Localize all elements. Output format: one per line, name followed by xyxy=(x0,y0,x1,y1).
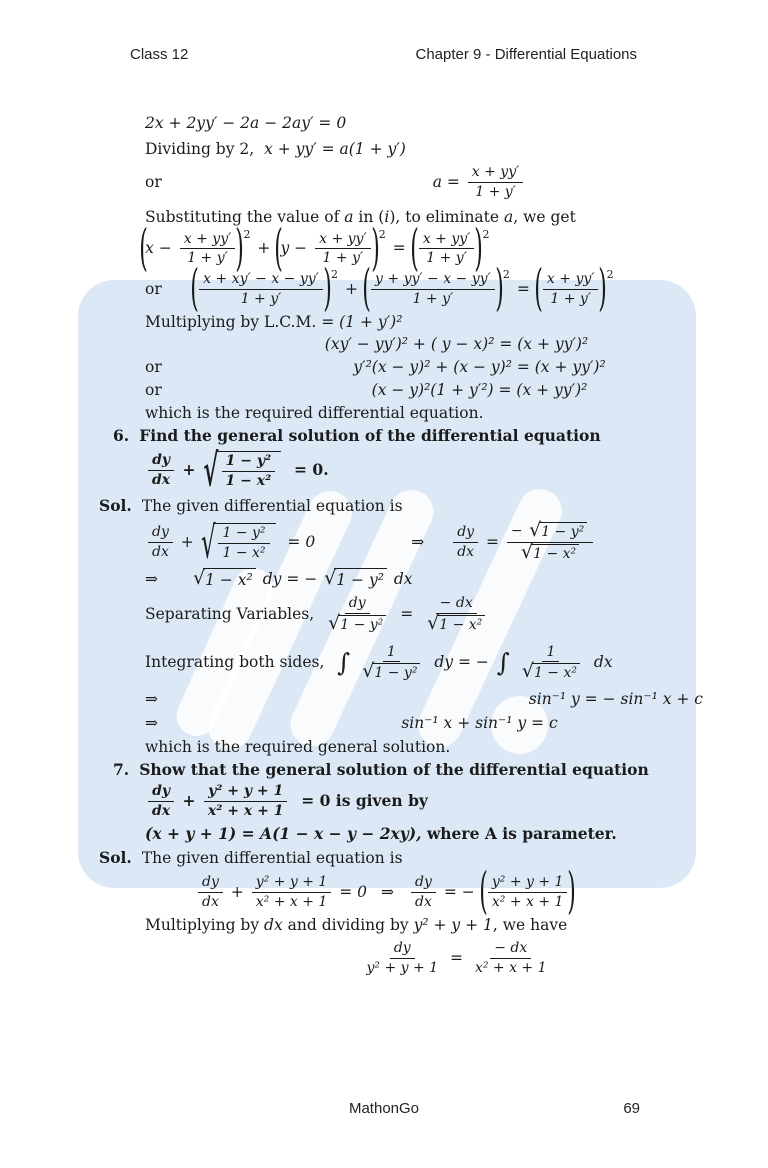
text-run: 1 − y² xyxy=(340,616,384,633)
text-run: y + yy′ − x − yy′ xyxy=(375,271,491,288)
text-run: 1 − y² xyxy=(336,570,384,589)
text-run: − dx xyxy=(439,594,473,611)
fraction xyxy=(199,271,323,308)
text-run: 1 + y′ xyxy=(550,290,591,307)
text-run: dx xyxy=(202,893,219,910)
item-number: Sol. xyxy=(99,848,132,868)
fraction xyxy=(471,940,551,977)
text-run: y² + y + 1 xyxy=(366,960,439,977)
content-line xyxy=(0,207,768,229)
text-run: x + yy′ xyxy=(546,271,595,288)
content-line xyxy=(0,138,768,160)
text-run: 1 − x² xyxy=(439,616,483,633)
text-run: a xyxy=(504,208,514,227)
footer-page-number: 69 xyxy=(623,1100,640,1117)
text-run: y² + y + 1 xyxy=(413,916,493,935)
text-run: + xyxy=(177,460,201,480)
connector-label: ⇒ xyxy=(145,689,158,708)
text-run: The given differential equation is xyxy=(141,497,403,516)
connector-label: or xyxy=(145,280,162,299)
paren-group: ( $\frac{y + yy' - x - yy'}{1 + y'}$ ) $^2$ xyxy=(362,260,510,318)
exponent: 2 xyxy=(378,227,386,241)
text-run: a xyxy=(344,208,354,227)
sqrt xyxy=(427,611,485,634)
fraction xyxy=(148,783,174,820)
text-run: 1 − x² xyxy=(225,473,272,490)
content-line xyxy=(0,688,768,710)
text-run: 1 − y² xyxy=(222,525,266,542)
content-line xyxy=(0,863,768,921)
text-run: where A is parameter. xyxy=(426,824,617,844)
paren-group: ( $\frac{x + yy'}{1 + y'}$ ) $^2$ xyxy=(409,219,490,277)
text-run: (xy′ − yy′)² + ( y − x)² = (x + yy′)² xyxy=(324,335,589,354)
text-run: dx xyxy=(152,803,171,820)
text-run: dy xyxy=(152,452,171,469)
text-run: i xyxy=(384,208,390,227)
text-run: x + yy′ xyxy=(319,230,367,247)
text-run: + xyxy=(177,791,201,811)
text-run: dy = − xyxy=(257,569,323,588)
exponent: 2 xyxy=(482,227,490,241)
text-run: and dividing by xyxy=(282,916,414,935)
text-run: 1 + y′ xyxy=(426,250,467,267)
text-run: which is the required differential equation. xyxy=(145,404,484,423)
text-run: = xyxy=(387,239,411,258)
text-run: Multiplying by L.C.M. = xyxy=(145,313,340,332)
radical-glyph: √ xyxy=(529,519,542,542)
content-line xyxy=(0,334,768,356)
fraction xyxy=(507,519,593,564)
sqrt xyxy=(203,444,281,496)
text-run: dy = − xyxy=(429,653,494,672)
connector-label: or xyxy=(145,172,162,191)
radical-glyph: √ xyxy=(328,611,341,634)
content-line xyxy=(0,219,768,277)
text-run: ⇒ xyxy=(381,882,395,901)
sqrt xyxy=(521,541,579,564)
text-run: dy xyxy=(152,783,171,800)
text-run: sin⁻¹ x + sin⁻¹ y = c xyxy=(401,713,558,732)
text-run: dx xyxy=(152,544,169,561)
text-run: , we get xyxy=(513,208,576,227)
radical-glyph: √ xyxy=(193,566,206,589)
fraction xyxy=(453,524,478,561)
text-run: Separating Variables, xyxy=(145,604,320,623)
text-run: (x − y)²(1 + y′²) = (x + yy′)² xyxy=(371,381,588,400)
text-run: y² + y + 1 xyxy=(491,873,564,890)
radical-glyph: √ xyxy=(324,566,337,589)
sqrt xyxy=(328,611,386,634)
text-run: = 0. xyxy=(283,460,329,480)
fraction xyxy=(252,874,332,911)
text-run: dx xyxy=(264,916,283,935)
text-run: 1 xyxy=(546,643,556,660)
text-run: dy xyxy=(348,594,366,611)
text-run: x² + x + 1 xyxy=(491,893,564,910)
fraction xyxy=(411,874,436,911)
text-run: , we have xyxy=(492,916,568,935)
header-chapter-label: Chapter 9 - Differential Equations xyxy=(415,46,637,63)
fraction xyxy=(488,874,568,911)
text-run: dy xyxy=(152,524,169,541)
text-run: dy xyxy=(457,524,475,541)
text-run: The given differential equation is xyxy=(141,849,403,868)
fraction xyxy=(148,524,173,561)
radical-glyph: √ xyxy=(362,660,375,683)
text-run: x − xyxy=(145,239,177,258)
item-number: 6. xyxy=(113,426,130,446)
text-run: 1 + y′ xyxy=(187,250,228,267)
text-run: dx xyxy=(589,653,613,672)
content-line xyxy=(0,312,768,334)
text-run: 1 + y′ xyxy=(412,290,454,307)
content-line xyxy=(0,496,768,518)
content-line xyxy=(0,712,768,734)
text-run: Dividing by 2, xyxy=(145,139,265,158)
fraction xyxy=(419,231,475,268)
paren-group: ( x − $\frac{x + yy'}{1 + y'}$ ) $^2$ xyxy=(139,219,251,277)
connector-label: or xyxy=(145,358,162,377)
content-line xyxy=(0,403,768,425)
fraction xyxy=(516,644,586,683)
fraction xyxy=(356,644,426,683)
radical-glyph: √ xyxy=(203,444,219,496)
text-run: 1 xyxy=(386,643,396,660)
footer-brand: MathonGo xyxy=(348,1100,420,1117)
text-run: = 0 xyxy=(334,882,368,901)
fraction xyxy=(543,271,599,308)
text-run: 1 − y² xyxy=(374,665,418,682)
text-run: + xyxy=(175,533,199,552)
radical-glyph: √ xyxy=(200,516,216,568)
content-line xyxy=(0,914,768,936)
text-run: sin⁻¹ y = − sin⁻¹ x + c xyxy=(528,689,703,708)
text-run: 1 − x² xyxy=(222,545,266,562)
text-run: a = xyxy=(432,172,465,191)
paren-group: ( y − $\frac{x + yy'}{1 + y'}$ ) $^2$ xyxy=(274,219,386,277)
text-run: + xyxy=(340,280,363,299)
text-run: = 0 is given by xyxy=(290,791,428,811)
content-line xyxy=(0,940,768,977)
text-run: + xyxy=(252,239,276,258)
text-run: x + yy′ xyxy=(471,164,520,180)
text-run: x + yy′ = a(1 + y′) xyxy=(264,139,406,158)
text-run: y² + y + 1 xyxy=(208,783,284,800)
content-line xyxy=(0,736,768,758)
text-run: in ( xyxy=(353,208,385,227)
connector-label: ⇒ xyxy=(145,569,158,588)
fraction xyxy=(148,452,174,489)
text-run: 1 − x² xyxy=(205,570,253,589)
text-run: 1 − x² xyxy=(533,546,577,563)
fraction xyxy=(204,783,288,820)
content-line xyxy=(0,357,768,379)
content-line xyxy=(0,516,768,568)
page-content xyxy=(0,108,768,977)
fraction xyxy=(222,453,276,490)
connector-label: ⇒ xyxy=(145,713,158,732)
content-line xyxy=(0,644,768,683)
connector-label: or xyxy=(145,381,162,400)
fraction xyxy=(322,595,392,634)
fraction xyxy=(180,231,236,268)
exponent: 2 xyxy=(502,268,510,282)
content-line xyxy=(0,824,768,846)
integral-sign: ∫ xyxy=(337,648,351,678)
text-run: y² + y + 1 xyxy=(255,873,328,890)
content-line xyxy=(0,595,768,634)
radical-glyph: √ xyxy=(427,611,440,634)
text-run: dx xyxy=(152,472,171,489)
text-run: (x + y + 1) = A(1 − x − y − 2xy), xyxy=(145,824,427,844)
fraction xyxy=(362,940,442,977)
text-run: = 0 xyxy=(277,533,316,552)
text-run: = xyxy=(445,949,468,968)
item-number: Sol. xyxy=(99,496,132,516)
text-run: ), to eliminate xyxy=(389,208,504,227)
sqrt xyxy=(521,660,580,683)
fraction xyxy=(468,164,524,201)
fraction xyxy=(421,595,491,634)
sqrt xyxy=(193,568,256,591)
text-run: 1 + y′ xyxy=(322,250,364,267)
text-run: which is the required general solution. xyxy=(145,737,451,756)
text-run: − dx xyxy=(494,940,528,957)
text-run: y − xyxy=(280,239,313,258)
text-run: Multiplying by xyxy=(145,916,265,935)
text-run: = xyxy=(511,280,535,299)
exponent: 2 xyxy=(331,268,339,282)
text-run: x² + x + 1 xyxy=(255,893,328,910)
integral-sign: ∫ xyxy=(496,648,510,678)
text-run: 1 − y² xyxy=(541,524,585,541)
text-run: (1 + y′)² xyxy=(339,313,403,332)
text-run: dx xyxy=(415,893,432,910)
content-line xyxy=(0,568,768,591)
text-run: Find the general solution of the differential equation xyxy=(139,426,601,446)
text-run: x + yy′ xyxy=(422,230,471,247)
text-run: dy xyxy=(202,873,219,890)
text-run: − xyxy=(510,523,528,540)
text-run: 1 − y² xyxy=(225,453,272,470)
text-run: = − xyxy=(438,882,480,901)
text-run: x² + x + 1 xyxy=(207,803,284,820)
sqrt xyxy=(324,568,387,591)
text-run: x + xy′ − x − yy′ xyxy=(203,271,319,288)
text-run: dx xyxy=(388,569,413,588)
radical-glyph: √ xyxy=(521,660,534,683)
text-run: Show that the general solution of the differential equation xyxy=(139,759,649,779)
exponent: 2 xyxy=(606,268,614,282)
text-run: x² + x + 1 xyxy=(474,960,547,977)
text-run: dy xyxy=(393,940,411,957)
exponent: 2 xyxy=(243,227,251,241)
header-class-label: Class 12 xyxy=(130,46,189,63)
content-line xyxy=(0,848,768,870)
content-line xyxy=(0,783,768,820)
text-run: y′²(x − y)² + (x − y)² = (x + yy′)² xyxy=(353,358,606,377)
text-run: dy xyxy=(415,873,432,890)
content-line xyxy=(0,112,768,134)
text-run: = xyxy=(481,533,504,552)
radical-glyph: √ xyxy=(521,541,534,564)
text-run: 1 + y′ xyxy=(475,183,516,200)
content-line xyxy=(0,444,768,496)
text-run: 2x + 2yy′ − 2a − 2ay′ = 0 xyxy=(145,113,347,132)
content-line xyxy=(0,380,768,402)
item-number: 7. xyxy=(113,759,130,779)
text-run: Substituting the value of xyxy=(145,208,345,227)
text-run: = xyxy=(395,604,419,623)
paren-group: ( $\frac{\text{y² + y + 1}}{\text{x² + x + 1}}$ ) xyxy=(478,863,577,921)
sqrt xyxy=(362,660,420,683)
content-line xyxy=(0,260,768,318)
sqrt xyxy=(529,519,587,542)
text-run: dx xyxy=(457,544,475,561)
sqrt xyxy=(200,516,276,568)
text-run: + xyxy=(225,882,249,901)
content-line xyxy=(0,426,768,448)
content-line xyxy=(0,164,768,201)
text-run: Integrating both sides, xyxy=(145,653,335,672)
text-run: x + yy′ xyxy=(183,230,232,247)
paren-group: ( $\frac{x + xy' - x - yy'}{1 + y'}$ ) $^2$ xyxy=(190,260,339,318)
text-run: ⇒ xyxy=(411,533,425,552)
paren-group: ( $\frac{x + yy'}{1 + y'}$ ) $^2$ xyxy=(534,260,614,318)
content-line xyxy=(0,759,768,781)
fraction xyxy=(218,525,269,562)
text-run: 1 − x² xyxy=(533,665,577,682)
text-run: 1 + y′ xyxy=(240,290,282,307)
fraction xyxy=(198,874,223,911)
